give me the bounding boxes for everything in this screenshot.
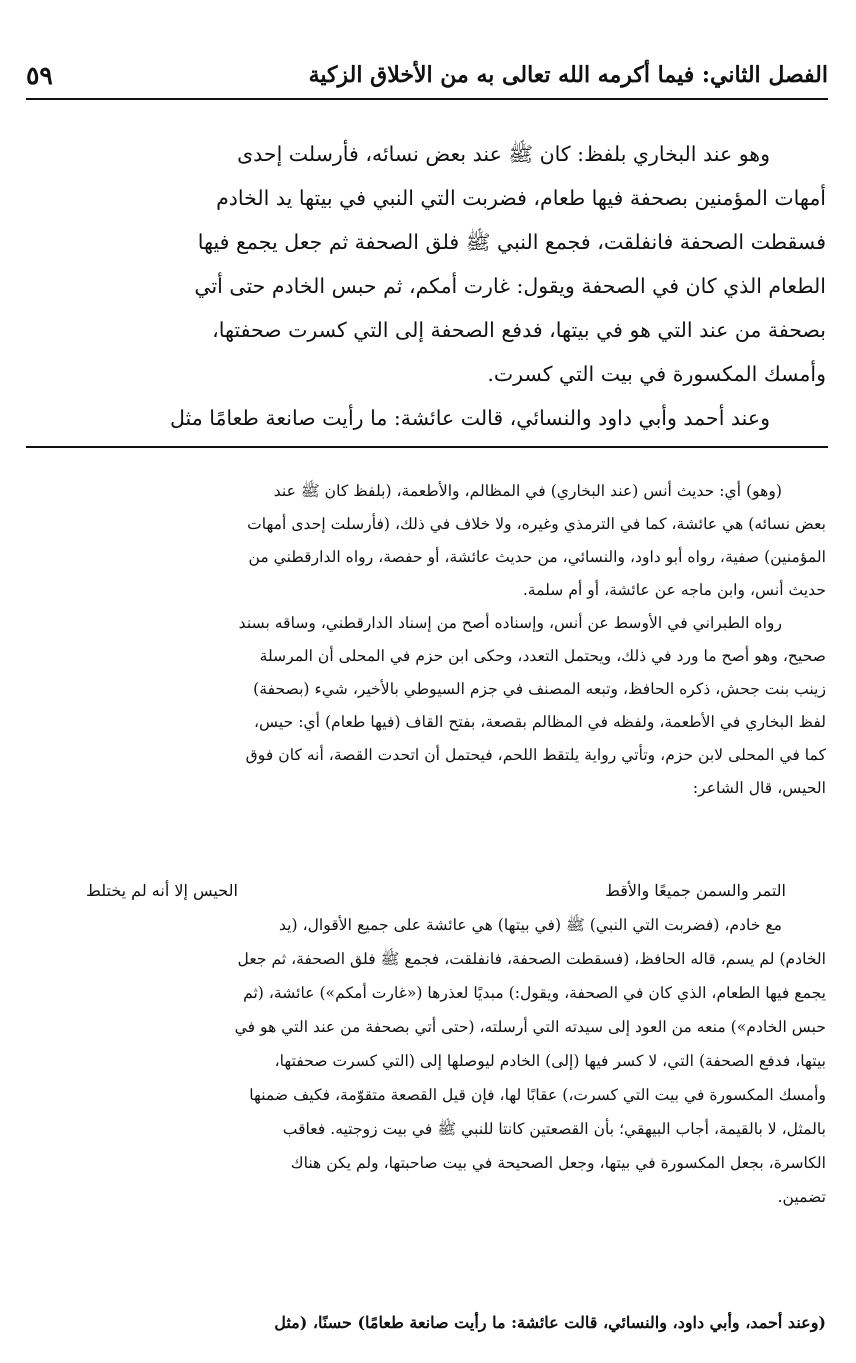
poem-verse — [86, 874, 786, 907]
main-text-line: بصحفة من عند التي هو في بيتها، فدفع الصحفة إلى التي كسرت صحفتها، — [212, 318, 826, 342]
commentary-line: بعض نسائه) هي عائشة، كما في الترمذي وغيره، ولا خلاف في ذلك، (فأرسلت إحدى أمهات — [247, 515, 826, 533]
separator-line — [26, 446, 828, 448]
commentary-line: الكاسرة، بجعل المكسورة في بيتها، وجعل الصحيحة في بيت صاحبتها، ولم يكن هناك — [290, 1154, 826, 1172]
commentary-last-line: (وعند أحمد، وأبي داود، والنسائي، قالت عائشة: ما رأيت صانعة طعامًا) حسنًا، (مثل — [274, 1313, 826, 1332]
commentary-line: الخادم) لم يسم، قاله الحافظ، (فسقطت الصحفة، فانفلقت، فجمع ﷺ فلق الصحفة، ثم جعل — [237, 950, 826, 968]
commentary-line: كما في المحلى لابن حزم، وتأتي رواية يلتقط اللحم، فيحتمل أن اتحدت القصة، أنه كان فوق — [245, 746, 826, 764]
commentary-line: حديث أنس، وابن ماجه عن عائشة، أو أم سلمة. — [522, 581, 826, 599]
main-text-line: أمهات المؤمنين بصحفة فيها طعام، فضربت التي النبي في بيتها يد الخادم — [216, 186, 826, 210]
commentary-line: المؤمنين) صفية، رواه أبو داود، والنسائي، من حديث عائشة، أو حفصة، رواه الدارقطني من — [248, 548, 826, 566]
main-text — [26, 132, 826, 440]
commentary-line: بالمثل، لا بالقيمة، أجاب البيهقي؛ بأن القصعتين كانتا للنبي ﷺ في بيت زوجتيه. فعاقب — [282, 1120, 826, 1138]
commentary — [26, 475, 826, 805]
main-text-line: وعند أحمد وأبي داود والنسائي، قالت عائشة: ما رأيت صانعة طعامًا مثل — [169, 406, 770, 430]
commentary-line: بيتها، فدفع الصحفة) التي، لا كسر فيها (إلى) الخادم ليوصلها إلى (التي كسرت صحفتها، — [274, 1052, 826, 1070]
commentary-line: يجمع فيها الطعام، الذي كان في الصحفة، ويقول:) مبديًا لعذرها («غارت أمكم») عائشة، (ثم — [243, 984, 826, 1002]
page-number: ٥٩ — [26, 60, 53, 90]
commentary-line: وأمسك المكسورة في بيت التي كسرت،) عقابًا لها، فإن قيل القصعة متقوّمة، فكيف ضمنها — [249, 1086, 826, 1104]
commentary-line: رواه الطبراني في الأوسط عن أنس، وإسناده أصح من إسناد الدارقطني، وساقه بسند — [238, 614, 782, 632]
commentary-line: مع خادم، (فضربت التي النبي) ﷺ (في بيتها) هي عائشة على جميع الأقوال، (يد — [279, 916, 782, 934]
commentary-line: لفظ البخاري في الأطعمة، ولفظه في المظالم بقصعة، بفتح القاف (فيها طعام) أي: حيس، — [254, 713, 826, 731]
commentary-line: زينب بنت جحش، ذكره الحافظ، وتبعه المصنف في جزم السيوطي بالأخير، شيء (بصحفة) — [253, 680, 826, 698]
commentary-line: (وهو) أي: حديث أنس (عند البخاري) في المظالم، والأطعمة، (بلفظ كان ﷺ عند — [273, 482, 782, 500]
main-text-line: وأمسك المكسورة في بيت التي كسرت. — [487, 362, 826, 386]
commentary-line: صحيح، وهو أصح ما ورد في ذلك، ويحتمل التعدد، وحكى ابن حزم في المحلى أن المرسلة — [259, 647, 826, 665]
poem-hemistich-first: التمر والسمن جميعًا والأقط — [605, 881, 786, 900]
commentary-line: تضمين. — [777, 1188, 826, 1206]
poem-hemistich-second: الحيس إلا أنه لم يختلط — [86, 881, 238, 900]
main-text-line: فسقطت الصحفة فانفلقت، فجمع النبي ﷺ فلق الصحفة ثم جعل يجمع فيها — [197, 230, 826, 254]
main-text-line: الطعام الذي كان في الصحفة ويقول: غارت أمكم، ثم حبس الخادم حتى أتي — [194, 274, 826, 298]
page-header — [26, 52, 828, 100]
commentary-continued — [26, 908, 826, 1214]
commentary-line: الحيس، قال الشاعر: — [692, 779, 826, 797]
main-text-line: وهو عند البخاري بلفظ: كان ﷺ عند بعض نسائه، فأرسلت إحدى — [237, 142, 770, 166]
commentary-line: حبس الخادم») منعه من العود إلى سيدته التي أرسلته، (حتى أتي بصحفة من عند التي هو في — [234, 1018, 826, 1036]
chapter-title: الفصل الثاني: فيما أكرمه الله تعالى به من الأخلاق الزكية — [308, 62, 828, 88]
